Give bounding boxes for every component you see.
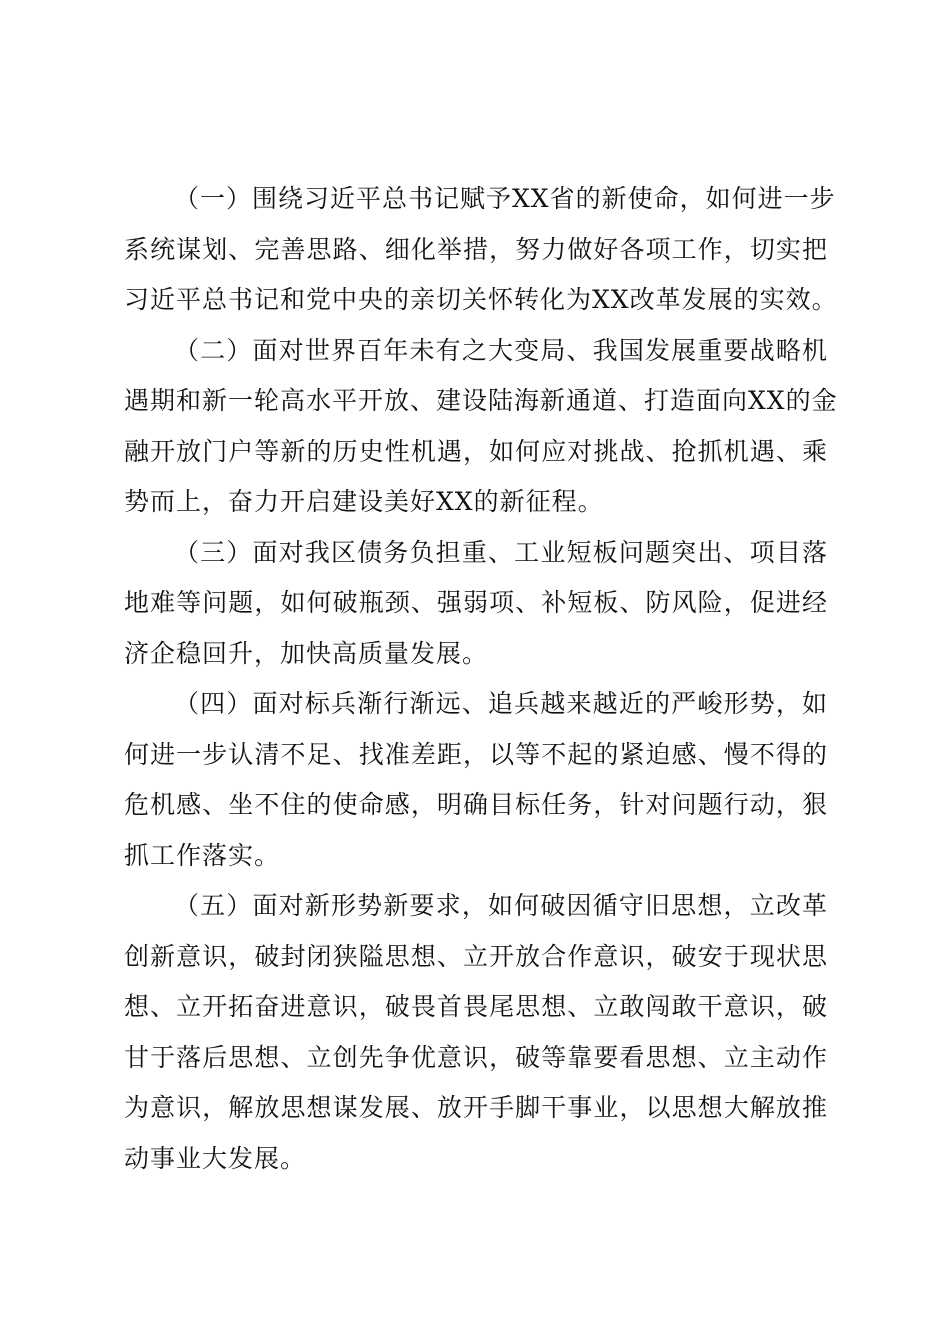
paragraph-line: 何进一步认清不足、找准差距，以等不起的紧迫感、慢不得的 (124, 739, 828, 769)
paragraph-line: （五）面对新形势新要求，如何破因循守旧思想，立改革 (174, 891, 828, 920)
paragraph-1 (124, 174, 838, 326)
paragraph-line: 创新意识，破封闭狭隘思想、立开放合作意识，破安于现状思 (124, 941, 828, 971)
paragraph-2 (124, 326, 838, 528)
paragraph-line: 为意识，解放思想谋发展、放开手脚干事业，以思想大解放推 (124, 1093, 828, 1122)
paragraph-line: 系统谋划、完善思路、细化举措，努力做好各项工作，切实把 (124, 234, 828, 264)
paragraph-line: 动事业大发展。 (124, 1143, 307, 1173)
paragraph-line: （四）面对标兵渐行渐远、追兵越来越近的严峻形势，如 (174, 689, 828, 718)
document-body (124, 174, 838, 1184)
paragraph-line: 遇期和新一轮高水平开放、建设陆海新通道、打造面向XX的金 (124, 386, 838, 415)
paragraph-line: （一）围绕习近平总书记赋予XX省的新使命，如何进一步 (174, 184, 836, 213)
paragraph-line: 势而上，奋力开启建设美好XX的新征程。 (124, 487, 604, 516)
paragraph-line: 想、立开拓奋进意识，破畏首畏尾思想、立敢闯敢干意识，破 (124, 992, 828, 1021)
paragraph-3 (124, 528, 828, 680)
paragraph-5 (124, 881, 828, 1184)
paragraph-line: 习近平总书记和党中央的亲切关怀转化为XX改革发展的实效。 (124, 285, 838, 314)
paragraph-line: 融开放门户等新的历史性机遇，如何应对挑战、抢抓机遇、乘 (124, 436, 828, 466)
paragraph-line: 济企稳回升，加快高质量发展。 (124, 638, 489, 668)
paragraph-line: 危机感、坐不住的使命感，明确目标任务，针对问题行动，狠 (124, 790, 828, 819)
paragraph-line: 抓工作落实。 (124, 840, 281, 870)
paragraph-line: （三）面对我区债务负担重、工业短板问题突出、项目落 (174, 537, 828, 567)
paragraph-line: 地难等问题，如何破瓶颈、强弱项、补短板、防风险，促进经 (124, 588, 828, 617)
paragraph-4 (124, 679, 828, 881)
paragraph-line: （二）面对世界百年未有之大变局、我国发展重要战略机 (174, 335, 828, 365)
paragraph-line: 甘于落后思想、立创先争优意识，破等靠要看思想、立主动作 (124, 1042, 828, 1072)
